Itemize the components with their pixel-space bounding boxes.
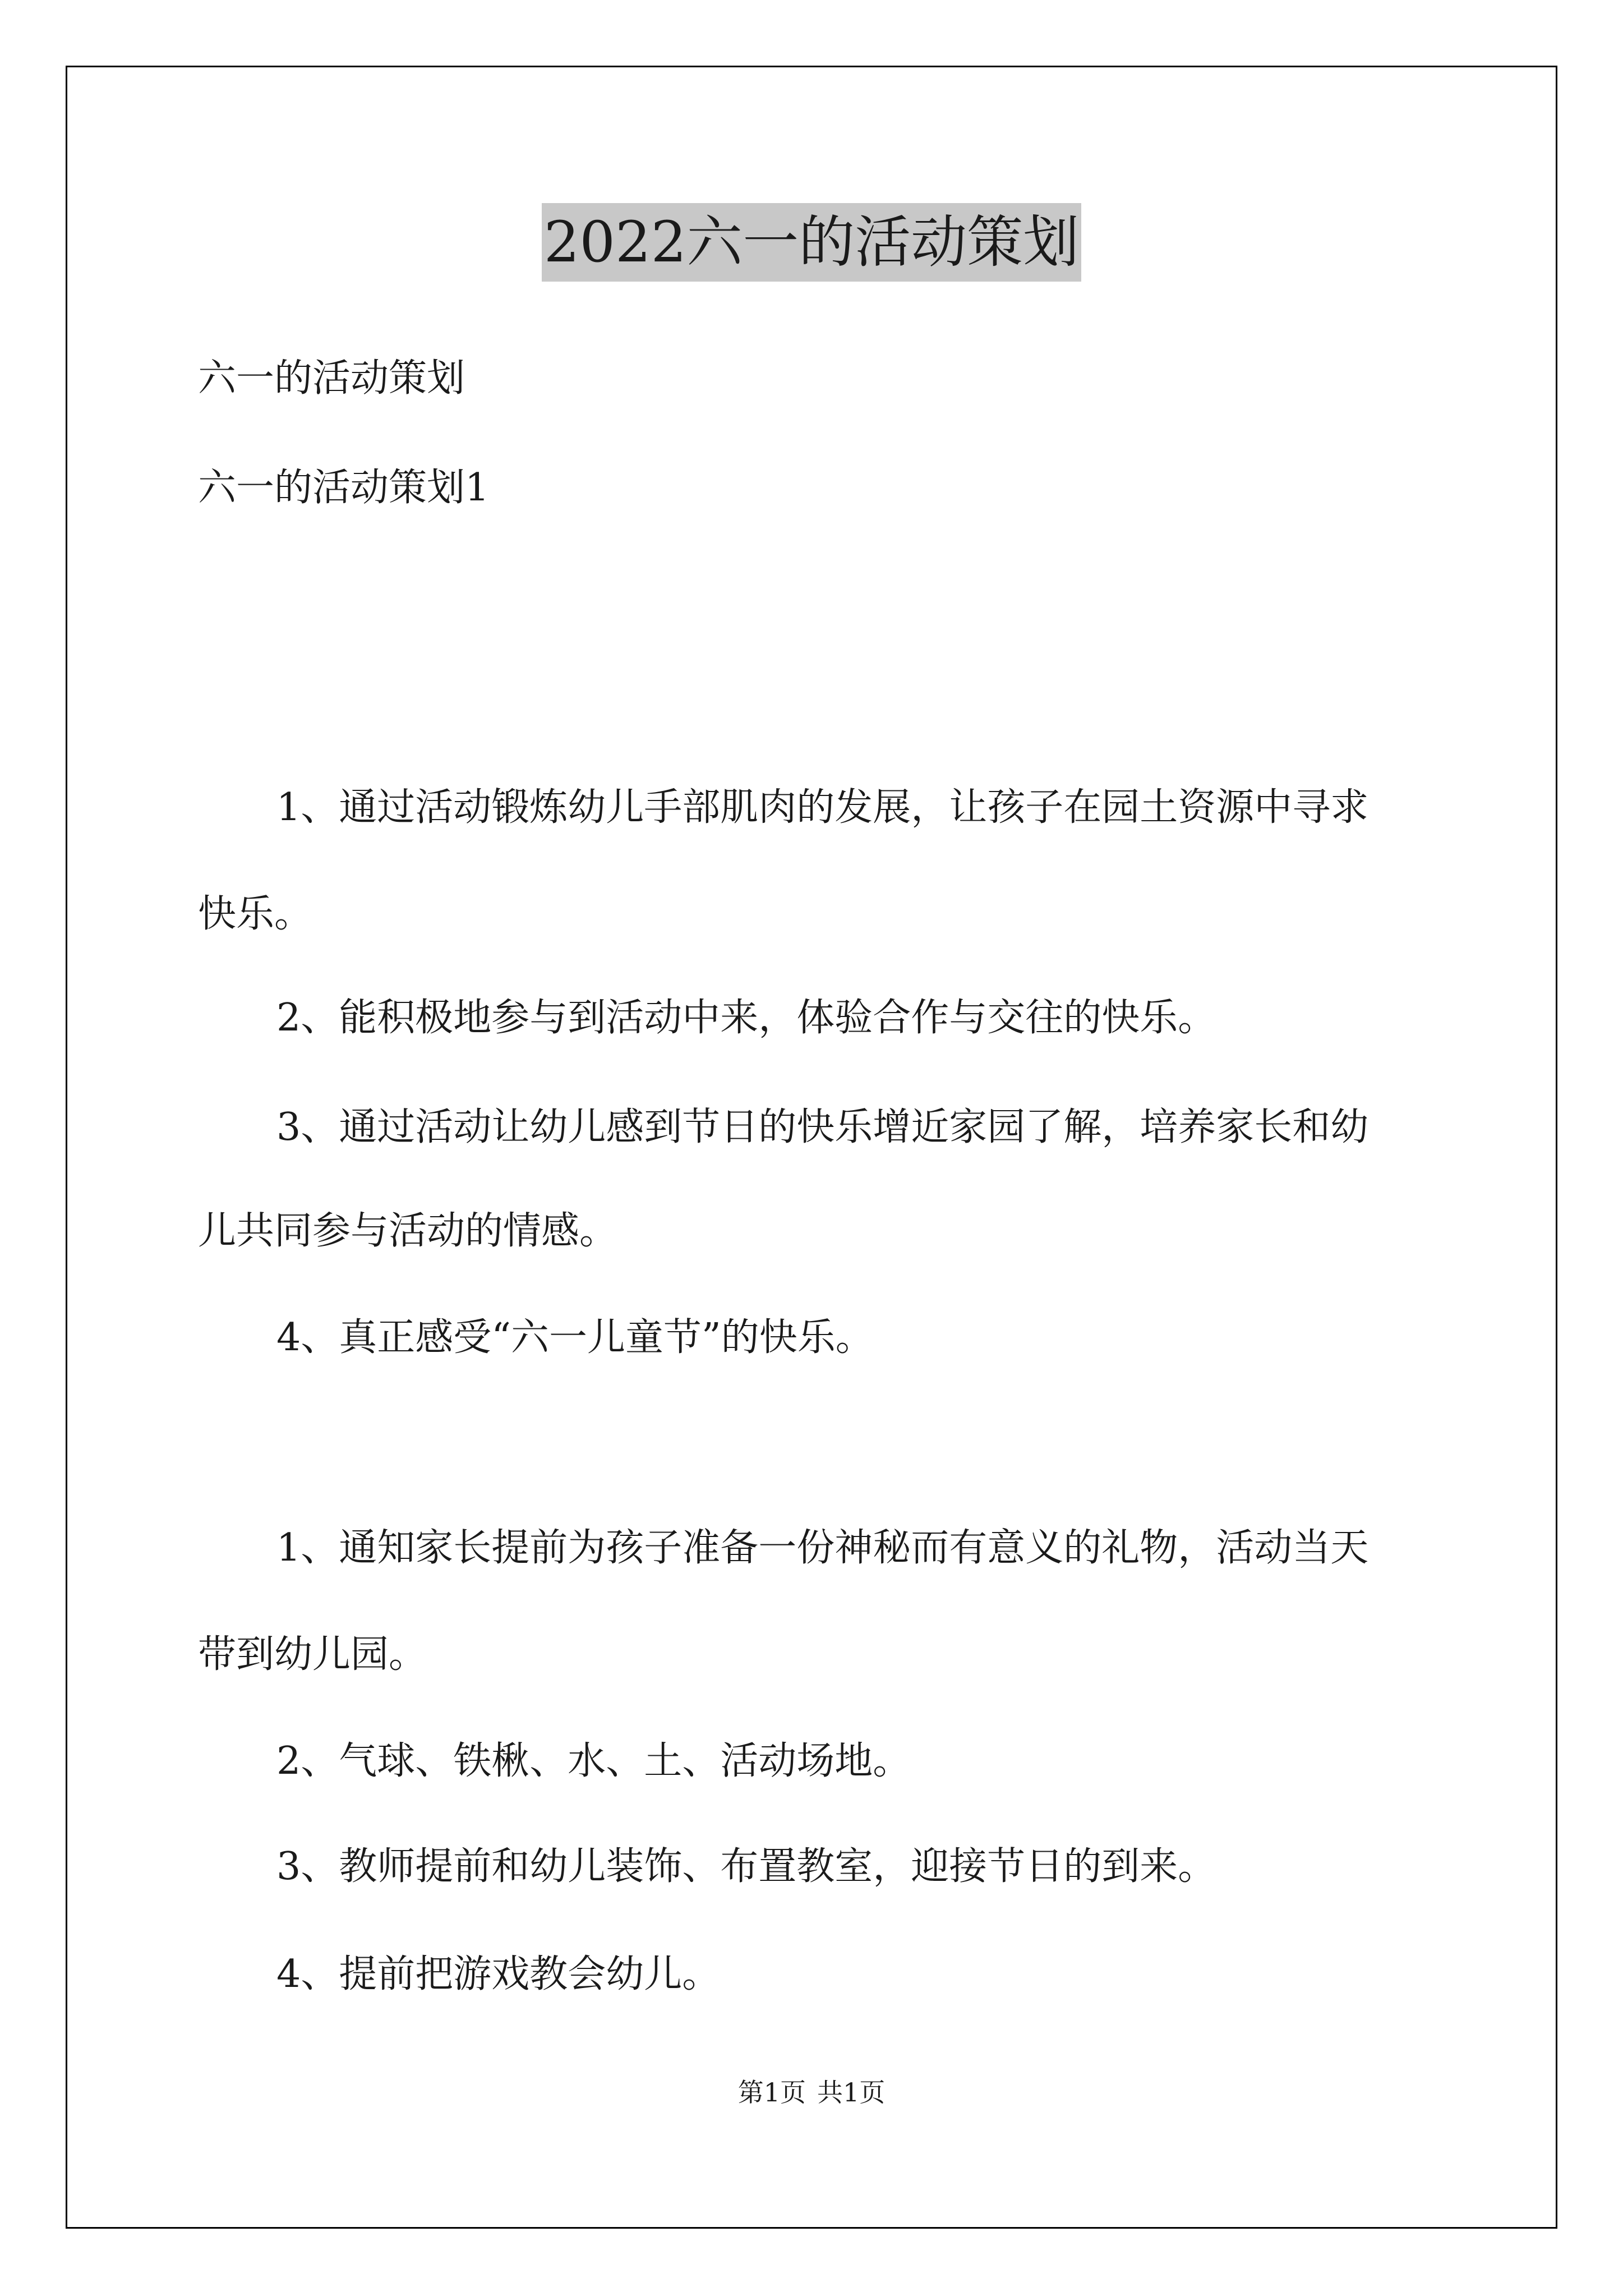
paragraph-line: 2、气球、铁楸、水、土、活动场地。 — [276, 1739, 911, 1783]
paragraph-line: 1、通过活动锻炼幼儿手部肌肉的发展，让孩子在园土资源中寻求 — [276, 785, 1369, 830]
subtitle: 六一的活动策划 — [198, 356, 465, 401]
paragraph-line: 3、通过活动让幼儿感到节日的快乐增近家园了解，培养家长和幼 — [276, 1105, 1369, 1149]
paragraph-line: 快乐。 — [198, 892, 313, 936]
paragraph-line: 4、真正感受“六一儿童节”的快乐。 — [276, 1315, 874, 1360]
document-title: 2022六一的活动策划 — [542, 203, 1082, 282]
paragraph-line: 4、提前把游戏教会幼儿。 — [276, 1952, 721, 1996]
paragraph-line: 2、能积极地参与到活动中来，体验合作与交往的快乐。 — [276, 996, 1216, 1040]
page-number: 第1页 — [737, 2077, 806, 2108]
section-heading: 六一的活动策划1 — [198, 466, 490, 510]
paragraph-line: 3、教师提前和幼儿装饰、布置教室，迎接节日的到来。 — [276, 1844, 1216, 1889]
title-container — [0, 203, 1623, 282]
paragraph-line: 儿共同参与活动的情感。 — [198, 1209, 618, 1253]
paragraph-line: 1、通知家长提前为孩子准备一份神秘而有意义的礼物，活动当天 — [276, 1526, 1369, 1570]
page-total: 共1页 — [817, 2077, 886, 2108]
page-footer — [0, 2076, 1623, 2109]
paragraph-line: 带到幼儿园。 — [198, 1632, 427, 1677]
